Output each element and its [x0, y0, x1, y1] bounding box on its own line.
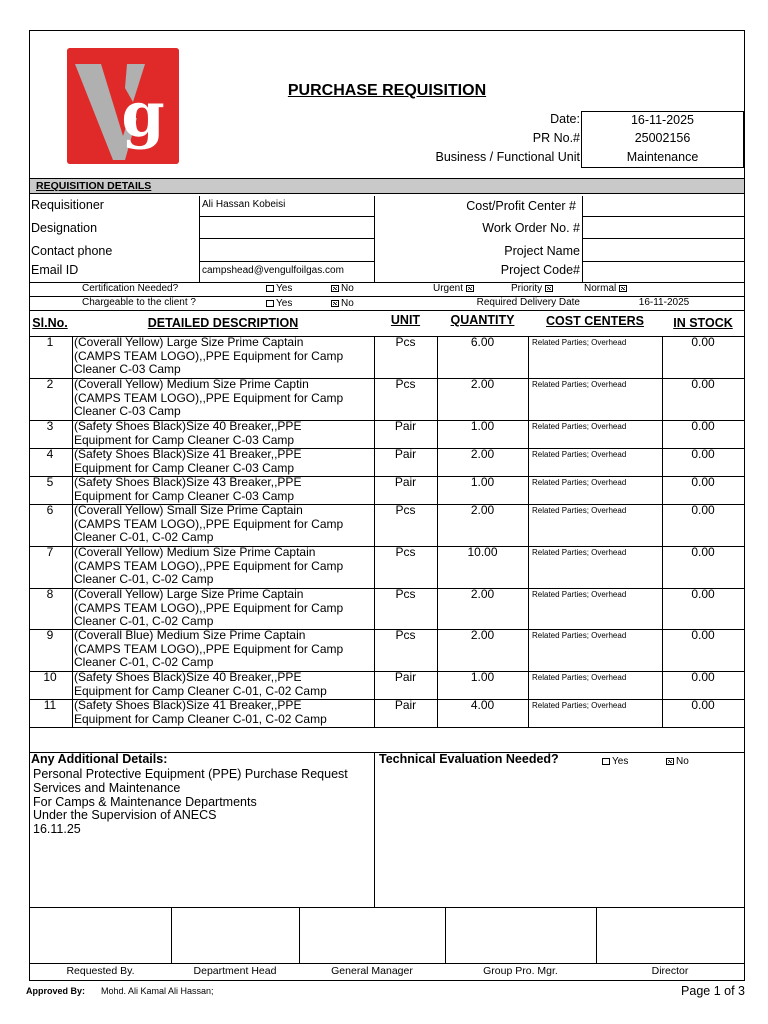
row-description: (Coverall Yellow) Medium Size Prime Captain (CAMPS TEAM LOGO),,PPE Equipment for Camp Cleaner C-01, C-02 Camp: [74, 545, 344, 587]
designation-field[interactable]: [201, 218, 373, 237]
row-unit: Pcs: [395, 335, 416, 349]
row-in-stock: 0.00: [691, 628, 715, 642]
signature-requested-by: Requested By.: [66, 965, 135, 977]
row-cost-center: Related Parties; Overhead: [532, 631, 627, 640]
row-sl: 2: [46, 377, 54, 391]
priority-option[interactable]: Priority: [511, 283, 555, 294]
row-unit: Pair: [394, 670, 417, 684]
signature-director: Director: [651, 965, 689, 977]
urgent-option[interactable]: Urgent: [433, 283, 476, 294]
col-header-quantity: QUANTITY: [450, 313, 515, 327]
email-label: Email ID: [31, 263, 79, 277]
row-sl: 9: [46, 628, 54, 642]
additional-details-text[interactable]: Personal Protective Equipment (PPE) Purchase Request Services and Maintenance For Camps & Maintenance Departments Under the Supervision of ANECS 16.11.25: [33, 767, 348, 837]
row-unit: Pcs: [395, 377, 416, 391]
row-unit: Pair: [394, 698, 417, 712]
col-header-description: DETAILED DESCRIPTION: [147, 316, 299, 330]
row-cost-center: Related Parties; Overhead: [532, 548, 627, 557]
row-sl: 4: [46, 447, 54, 461]
signature-department-head: Department Head: [193, 965, 277, 977]
row-unit: Pair: [394, 475, 417, 489]
row-description: (Safety Shoes Black)Size 40 Breaker,,PPE Equipment for Camp Cleaner C-03 Camp: [74, 419, 302, 447]
work-order-field[interactable]: [584, 218, 743, 237]
row-quantity: 1.00: [470, 419, 495, 433]
row-in-stock: 0.00: [691, 698, 715, 712]
row-cost-center: Related Parties; Overhead: [532, 380, 627, 389]
row-description: (Safety Shoes Black)Size 41 Breaker,,PPE Equipment for Camp Cleaner C-03 Camp: [74, 447, 302, 475]
row-sl: 1: [46, 335, 54, 349]
row-description: (Coverall Yellow) Small Size Prime Captain (CAMPS TEAM LOGO),,PPE Equipment for Camp Cleaner C-01, C-02 Camp: [74, 503, 344, 545]
row-in-stock: 0.00: [691, 670, 715, 684]
row-cost-center: Related Parties; Overhead: [532, 478, 627, 487]
row-in-stock: 0.00: [691, 503, 715, 517]
project-name-field[interactable]: [584, 240, 743, 260]
page-number: Page 1 of 3: [681, 984, 745, 998]
date-label: Date:: [550, 112, 580, 126]
row-cost-center: Related Parties; Overhead: [532, 701, 627, 710]
row-description: (Safety Shoes Black)Size 41 Breaker,,PPE Equipment for Camp Cleaner C-01, C-02 Camp: [74, 698, 327, 726]
col-header-cost-centers: COST CENTERS: [546, 314, 644, 328]
row-in-stock: 0.00: [691, 545, 715, 559]
normal-option[interactable]: Normal: [584, 283, 629, 294]
certification-yes[interactable]: Yes: [266, 283, 292, 294]
row-unit: Pcs: [395, 628, 416, 642]
vg-logo-icon: [67, 48, 179, 164]
requisitioner-field[interactable]: Ali Hassan Kobeisi: [202, 199, 286, 210]
row-cost-center: Related Parties; Overhead: [532, 590, 627, 599]
designation-label: Designation: [31, 221, 98, 235]
checkbox-checked-icon: [331, 285, 339, 292]
signature-general-manager: General Manager: [331, 965, 413, 977]
row-quantity: 2.00: [470, 628, 495, 642]
row-quantity: 6.00: [470, 335, 495, 349]
certification-label: Certification Needed?: [82, 283, 179, 294]
row-cost-center: Related Parties; Overhead: [532, 506, 627, 515]
row-description: (Coverall Yellow) Large Size Prime Captain (CAMPS TEAM LOGO),,PPE Equipment for Camp Cleaner C-03 Camp: [74, 335, 344, 377]
col-header-unit: UNIT: [390, 313, 421, 327]
company-logo: [67, 48, 179, 164]
project-code-field[interactable]: [584, 263, 743, 281]
contact-phone-label: Contact phone: [31, 244, 113, 258]
requisitioner-label: Requisitioner: [31, 198, 104, 212]
row-sl: 7: [46, 545, 54, 559]
checkbox-checked-icon: [331, 300, 339, 307]
date-field[interactable]: 16-11-2025: [581, 111, 744, 130]
row-in-stock: 0.00: [691, 377, 715, 391]
checkbox-icon: [266, 300, 274, 307]
row-quantity: 1.00: [470, 670, 495, 684]
row-cost-center: Related Parties; Overhead: [532, 338, 627, 347]
email-field[interactable]: campshead@vengulfoilgas.com: [202, 265, 344, 276]
svg-text:g: g: [121, 78, 165, 151]
additional-details-label: Any Additional Details:: [31, 752, 168, 766]
row-unit: Pcs: [395, 503, 416, 517]
pr-number-field[interactable]: 25002156: [581, 129, 744, 149]
checkbox-checked-icon: [466, 285, 474, 292]
contact-phone-field[interactable]: [201, 240, 373, 260]
project-name-label: Project Name: [504, 244, 580, 258]
checkbox-icon: [266, 285, 274, 292]
delivery-date-field[interactable]: 16-11-2025: [638, 297, 690, 308]
business-unit-label: Business / Functional Unit: [435, 150, 580, 164]
row-in-stock: 0.00: [691, 475, 715, 489]
row-quantity: 2.00: [470, 503, 495, 517]
row-description: (Safety Shoes Black)Size 43 Breaker,,PPE Equipment for Camp Cleaner C-03 Camp: [74, 475, 302, 503]
col-header-sl: Sl.No.: [32, 316, 68, 330]
row-cost-center: Related Parties; Overhead: [532, 450, 627, 459]
row-unit: Pair: [394, 419, 417, 433]
row-cost-center: Related Parties; Overhead: [532, 422, 627, 431]
row-quantity: 2.00: [470, 447, 495, 461]
chargeable-no[interactable]: No: [331, 298, 354, 309]
checkbox-icon: [602, 758, 610, 765]
row-sl: 10: [43, 670, 57, 684]
row-sl: 5: [46, 475, 54, 489]
col-header-in-stock: IN STOCK: [673, 316, 733, 330]
chargeable-label: Chargeable to the client ?: [82, 297, 196, 308]
row-unit: Pair: [394, 447, 417, 461]
cost-center-field[interactable]: [584, 198, 743, 215]
section-header: REQUISITION DETAILS: [30, 178, 744, 194]
row-description: (Safety Shoes Black)Size 40 Breaker,,PPE Equipment for Camp Cleaner C-01, C-02 Camp: [74, 670, 327, 698]
tech-eval-yes[interactable]: Yes: [602, 756, 628, 767]
row-sl: 3: [46, 419, 54, 433]
approved-by-value: Mohd. Ali Kamal Ali Hassan;: [101, 986, 214, 996]
checkbox-checked-icon: [545, 285, 553, 292]
pr-number-label: PR No.#: [532, 131, 580, 145]
row-quantity: 4.00: [470, 698, 495, 712]
row-quantity: 1.00: [470, 475, 495, 489]
work-order-label: Work Order No. #: [482, 221, 580, 235]
chargeable-yes[interactable]: Yes: [266, 298, 292, 309]
row-quantity: 10.00: [467, 545, 498, 559]
row-description: (Coverall Blue) Medium Size Prime Captain (CAMPS TEAM LOGO),,PPE Equipment for Camp Cleaner C-01, C-02 Camp: [74, 628, 344, 670]
cost-center-label: Cost/Profit Center #: [466, 199, 576, 213]
row-in-stock: 0.00: [691, 587, 715, 601]
checkbox-checked-icon: [666, 758, 674, 765]
delivery-date-label: Required Delivery Date: [476, 297, 580, 308]
row-description: (Coverall Yellow) Large Size Prime Captain (CAMPS TEAM LOGO),,PPE Equipment for Camp Cleaner C-01, C-02 Camp: [74, 587, 344, 629]
row-sl: 11: [43, 698, 57, 712]
row-in-stock: 0.00: [691, 335, 715, 349]
row-quantity: 2.00: [470, 587, 495, 601]
row-cost-center: Related Parties; Overhead: [532, 673, 627, 682]
row-sl: 8: [46, 587, 54, 601]
row-in-stock: 0.00: [691, 419, 715, 433]
document-title: PURCHASE REQUISITION: [287, 82, 487, 99]
row-quantity: 2.00: [470, 377, 495, 391]
signature-group-pro-mgr: Group Pro. Mgr.: [483, 965, 558, 977]
row-sl: 6: [46, 503, 54, 517]
project-code-label: Project Code#: [500, 263, 580, 277]
row-in-stock: 0.00: [691, 447, 715, 461]
technical-evaluation-label: Technical Evaluation Needed?: [379, 752, 559, 766]
checkbox-checked-icon: [619, 285, 627, 292]
row-unit: Pcs: [395, 587, 416, 601]
row-description: (Coverall Yellow) Medium Size Prime Captin (CAMPS TEAM LOGO),,PPE Equipment for Camp Cleaner C-03 Camp: [74, 377, 344, 419]
row-unit: Pcs: [395, 545, 416, 559]
tech-eval-no[interactable]: No: [666, 756, 689, 767]
certification-no[interactable]: No: [331, 283, 354, 294]
approved-by-label: Approved By:: [26, 986, 86, 996]
business-unit-field[interactable]: Maintenance: [581, 148, 744, 168]
